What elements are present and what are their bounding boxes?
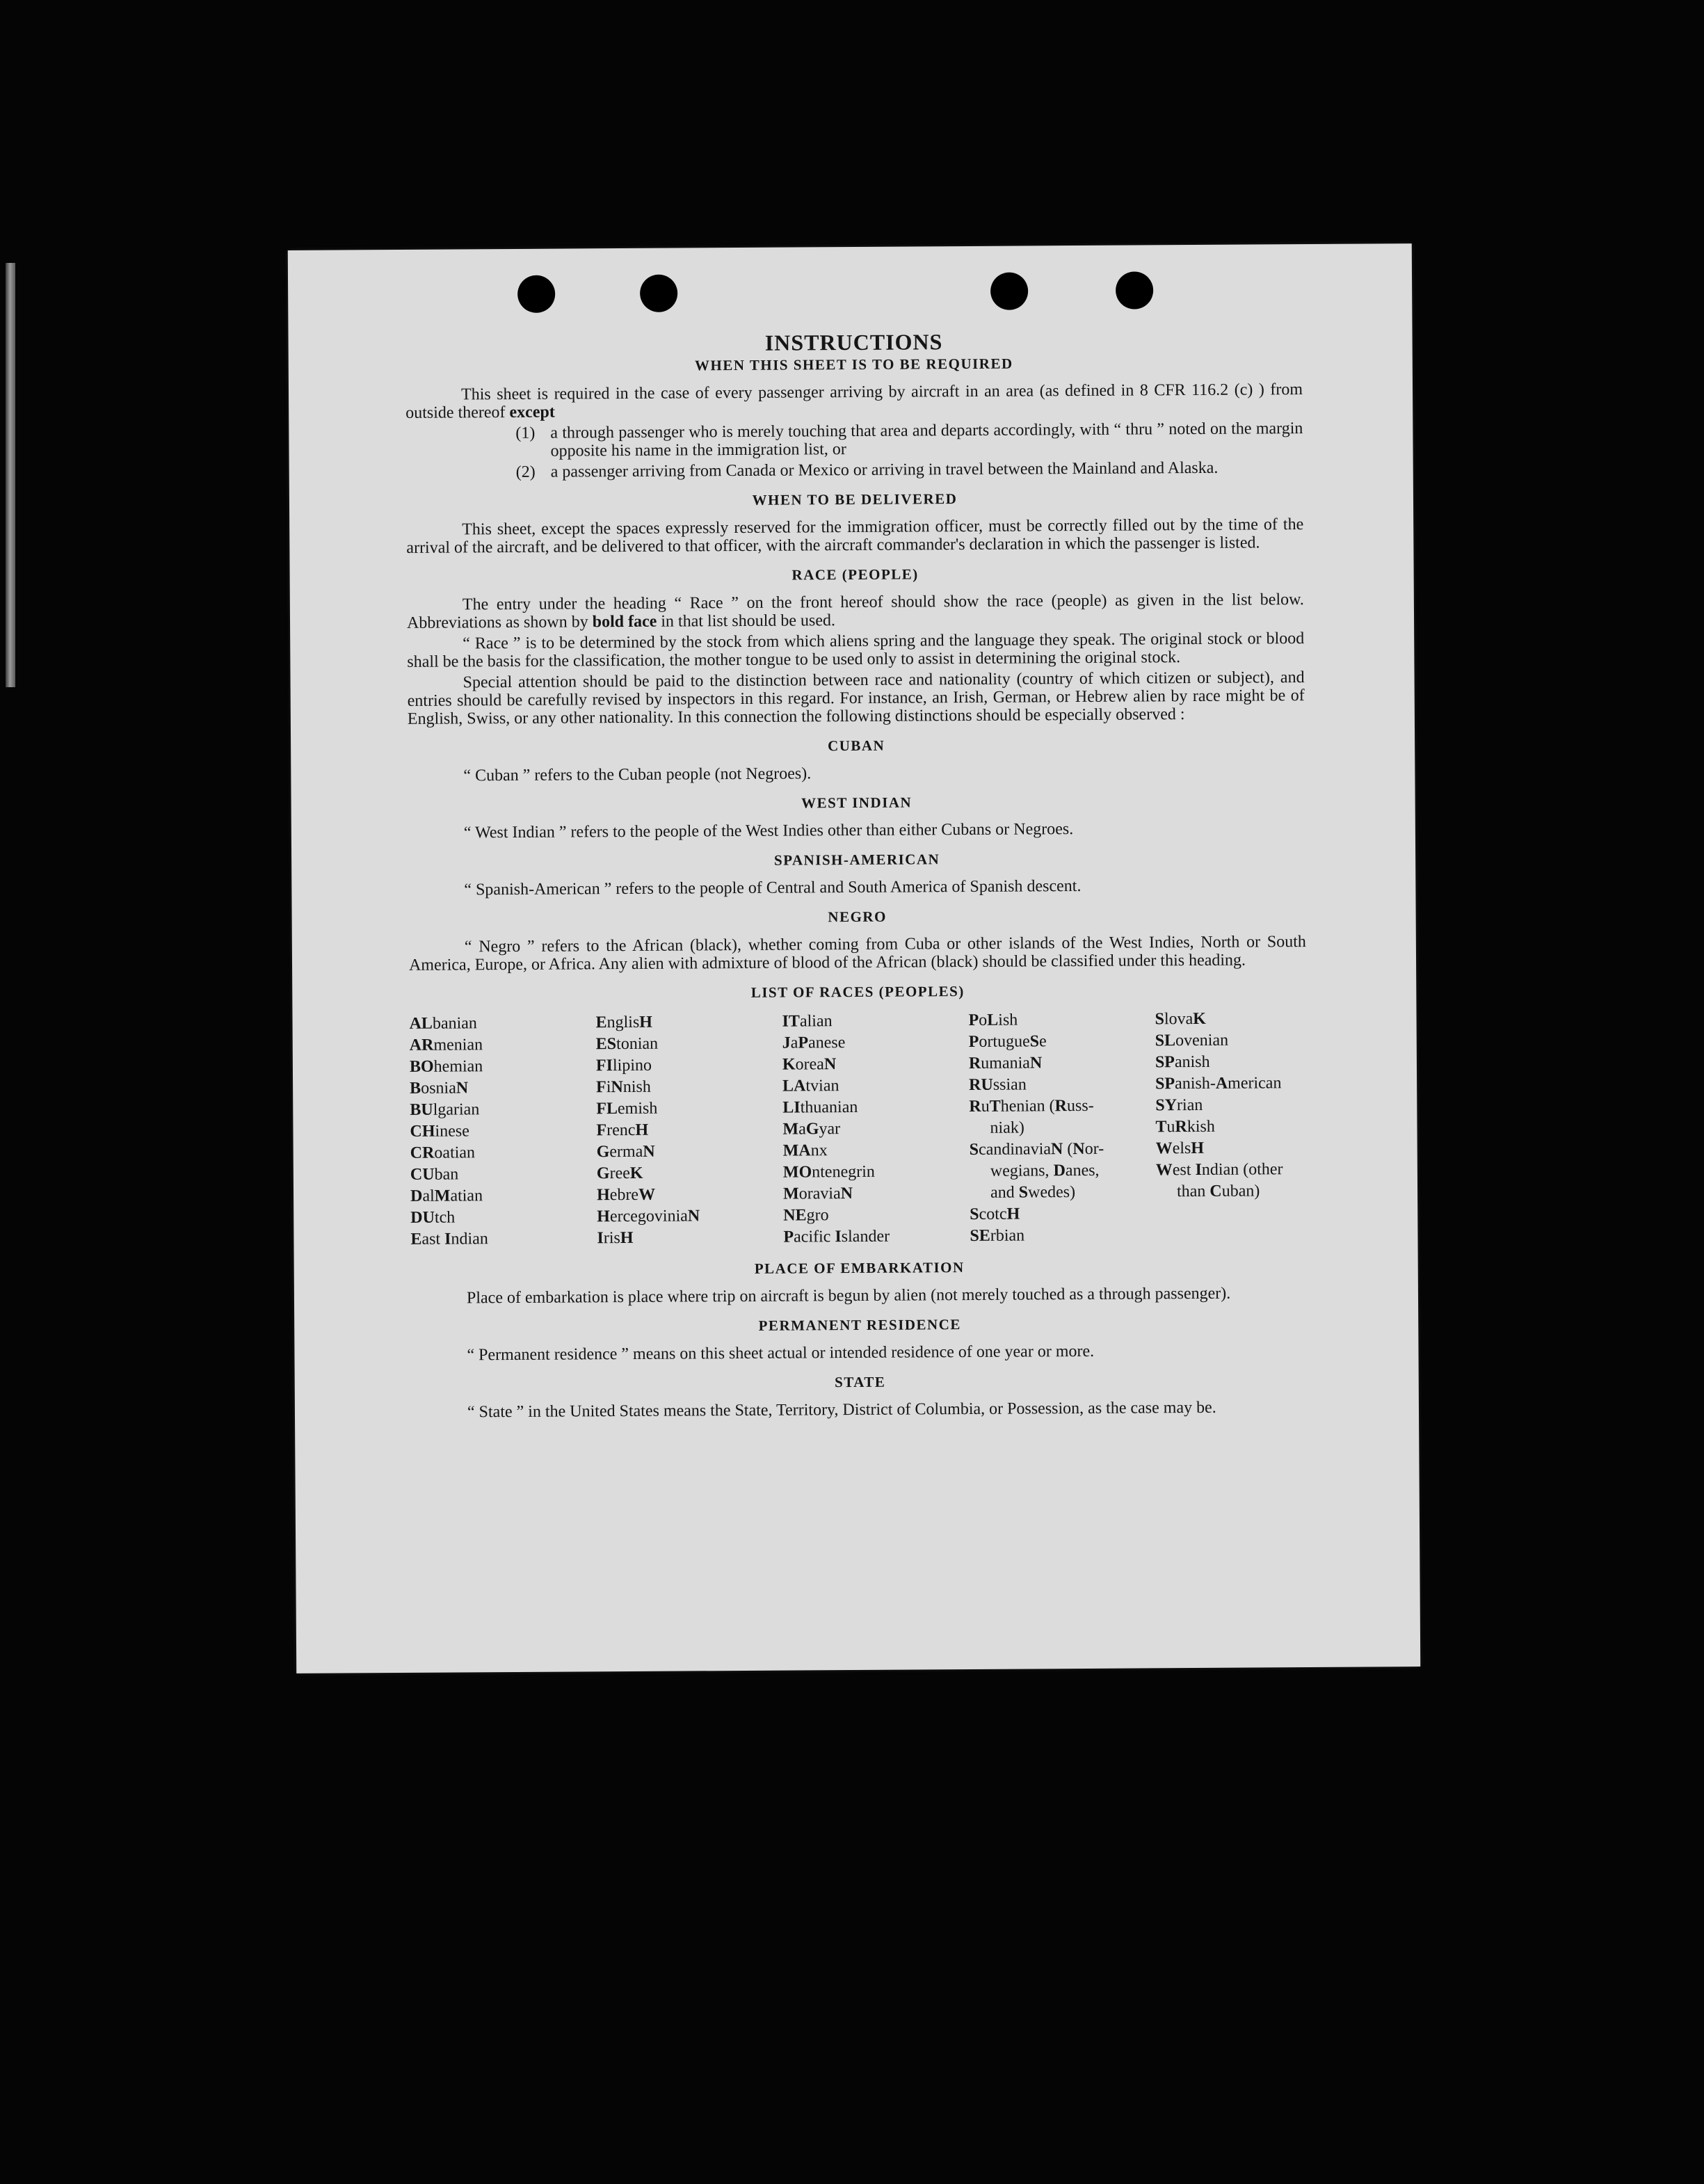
race-entry: CRoatian [410, 1143, 476, 1162]
race-entry: HercegoviniaN [597, 1207, 700, 1226]
list-item-text: a through passenger who is merely touching that area and departs accordingly, with “ thru ” noted on the margin opposite his name in the immigration list, or [550, 419, 1303, 460]
document-sheet [288, 243, 1420, 1673]
punch-hole [990, 272, 1028, 310]
race-p1-bold: bold face [592, 612, 657, 632]
race-paragraph-3: Special attention should be paid to the distinction between race and nationality (country of which citizen or subject), and entries should be carefully revised by inspectors in this regard. For instance, an Irish, German, or Hebrew alien by race might be of English, Swiss, or any other nationality. In this connection the following distinctions should be especially observed : [407, 668, 1305, 728]
race-paragraph-1 [407, 591, 1304, 632]
race-entry: CHinese [410, 1122, 469, 1141]
race-entry: FIlipino [595, 1056, 652, 1075]
section-heading-spanish-american: SPANISH-AMERICAN [773, 851, 940, 869]
race-entry: MOntenegrin [782, 1162, 875, 1182]
race-entry: FLemish [596, 1099, 658, 1118]
race-entry: SErbian [970, 1226, 1025, 1245]
section-heading-west-indian: WEST INDIAN [801, 794, 913, 812]
race-entry: WelsH [1155, 1139, 1205, 1158]
race-entry: MaGyar [782, 1120, 841, 1139]
race-entry: EStonian [595, 1034, 659, 1054]
race-entry: FiNnish [596, 1077, 651, 1097]
film-edge [6, 263, 15, 687]
race-entry: NEgro [783, 1206, 829, 1225]
race-entry: BosniaN [410, 1079, 469, 1098]
race-entry: SPanish [1155, 1052, 1210, 1072]
section-heading-permanent-residence: PERMANENT RESIDENCE [758, 1316, 961, 1334]
race-entry: FrencH [596, 1121, 649, 1140]
instructions-content [405, 330, 1310, 1422]
race-entry: GermaN [596, 1142, 655, 1162]
race-entry: SLovenian [1155, 1031, 1229, 1050]
race-entry: KoreaN [782, 1055, 837, 1074]
race-entry: EnglisH [595, 1013, 653, 1032]
negro-paragraph: “ Negro ” refers to the African (black), whether coming from Cuba or other islands of the West Indies, North or South America, Europe, or Africa. Any alien with admixture of blood of the African (black) should be classified under this heading. [408, 933, 1306, 974]
race-entry: BUlgarian [410, 1100, 480, 1119]
race-entry: LAtvian [782, 1077, 839, 1095]
embarkation-paragraph: Place of embarkation is place where trip on aircraft is begun by alien (not merely touched as a through passenger). [466, 1284, 1231, 1308]
race-entry: HebreW [596, 1185, 656, 1205]
required-intro-bold: except [509, 403, 555, 422]
race-entry: RumaniaN [968, 1054, 1043, 1073]
race-entry: East Indian [410, 1230, 488, 1248]
required-intro [405, 380, 1303, 422]
section-heading-delivered: WHEN TO BE DELIVERED [752, 490, 958, 508]
punch-hole [1116, 271, 1153, 309]
race-p1-after: in that list should be used. [657, 611, 836, 631]
cuban-paragraph: “ Cuban ” refers to the Cuban people (not Negroes). [463, 764, 812, 785]
west-indian-paragraph: “ West Indian ” refers to the people of the West Indies other than either Cubans or Negroes. [463, 820, 1074, 842]
section-heading-cuban: CUBAN [827, 737, 885, 755]
race-entry: ScotcH [970, 1205, 1020, 1223]
race-entry: Pacific Islander [783, 1227, 890, 1246]
race-entry: ARmenian [409, 1036, 483, 1054]
section-heading-negro: NEGRO [828, 908, 887, 926]
race-entry: TuRkish [1155, 1117, 1215, 1137]
races-column [409, 1012, 597, 1251]
spanish-american-paragraph: “ Spanish-American ” refers to the people of Central and South America of Spanish descent. [464, 877, 1082, 899]
race-entry: DUtch [410, 1208, 456, 1227]
race-entry: MAnx [782, 1141, 828, 1160]
section-heading-required: WHEN THIS SHEET IS TO BE REQUIRED [694, 355, 1013, 374]
punch-hole [640, 275, 677, 312]
race-entry: PoLish [968, 1011, 1018, 1029]
races-column [968, 1009, 1156, 1247]
race-entry: ITalian [782, 1012, 833, 1031]
section-heading-state: STATE [835, 1373, 886, 1391]
race-entry: ScandinaviaN (Nor- wegians, Danes, and Swedes) [969, 1139, 1104, 1202]
race-entry: BOhemian [409, 1057, 483, 1076]
race-entry: MoraviaN [782, 1185, 853, 1203]
race-entry: DalMatian [410, 1187, 483, 1205]
section-heading-list-of-races: LIST OF RACES (PEOPLES) [750, 983, 965, 1001]
race-entry: ALbanian [409, 1014, 477, 1033]
race-entry: RUssian [969, 1075, 1027, 1094]
race-entry: LIthuanian [782, 1098, 858, 1117]
race-entry: JaPanese [782, 1034, 846, 1052]
races-column [782, 1010, 970, 1248]
delivered-paragraph: This sheet, except the spaces expressly reserved for the immigration officer, must be correctly filled out by the time of the arrival of the aircraft, and be delivered to that officer, with the aircraft commander's declaration in which the passenger is listed. [406, 515, 1304, 557]
page-title: INSTRUCTIONS [764, 329, 943, 355]
race-entry: GreeK [596, 1164, 643, 1183]
list-item [516, 458, 1303, 481]
race-entry: RuThenian (Russ- niak) [969, 1096, 1094, 1137]
punch-hole [517, 275, 555, 313]
race-p1-before: The entry under the heading “ Race ” on the front hereof should show the race (people) as given in the list below. Abbreviations as shown by [406, 591, 1304, 632]
race-paragraph-2: “ Race ” is to be determined by the stock from which aliens spring and the language they speak. The original stock or blood shall be the basis for the classification, the mother tongue to be used only to assist in determining the original stock. [407, 629, 1305, 671]
section-heading-embarkation: PLACE OF EMBARKATION [754, 1259, 965, 1277]
list-item [515, 419, 1303, 460]
race-entry: PortugueSe [968, 1032, 1047, 1051]
race-entry: SPanish-American [1155, 1074, 1282, 1093]
state-paragraph: “ State ” in the United States means the State, Territory, District of Columbia, or Possession, as the case may be. [467, 1398, 1216, 1422]
races-grid [409, 1008, 1308, 1251]
race-entry: SlovaK [1155, 1009, 1206, 1029]
list-item-number: (1) [515, 424, 536, 442]
races-column [595, 1011, 783, 1250]
required-intro-text: This sheet is required in the case of every passenger arriving by aircraft in an area (as defined in 8 CFR 116.2 (c) ) from outside thereof [405, 380, 1303, 422]
section-heading-race: RACE (PEOPLE) [791, 565, 919, 584]
race-entry: IrisH [597, 1228, 634, 1248]
permanent-residence-paragraph: “ Permanent residence ” means on this sheet actual or intended residence of one year or more. [467, 1342, 1095, 1365]
race-entry: SYrian [1155, 1095, 1203, 1115]
race-entry: West Indian (other than Cuban) [1155, 1160, 1283, 1201]
list-item-number: (2) [515, 463, 536, 481]
list-item-text: a passenger arriving from Canada or Mexico or arriving in travel between the Mainland and Alaska. [550, 458, 1219, 481]
races-column [1155, 1008, 1323, 1246]
race-entry: CUban [410, 1165, 459, 1184]
